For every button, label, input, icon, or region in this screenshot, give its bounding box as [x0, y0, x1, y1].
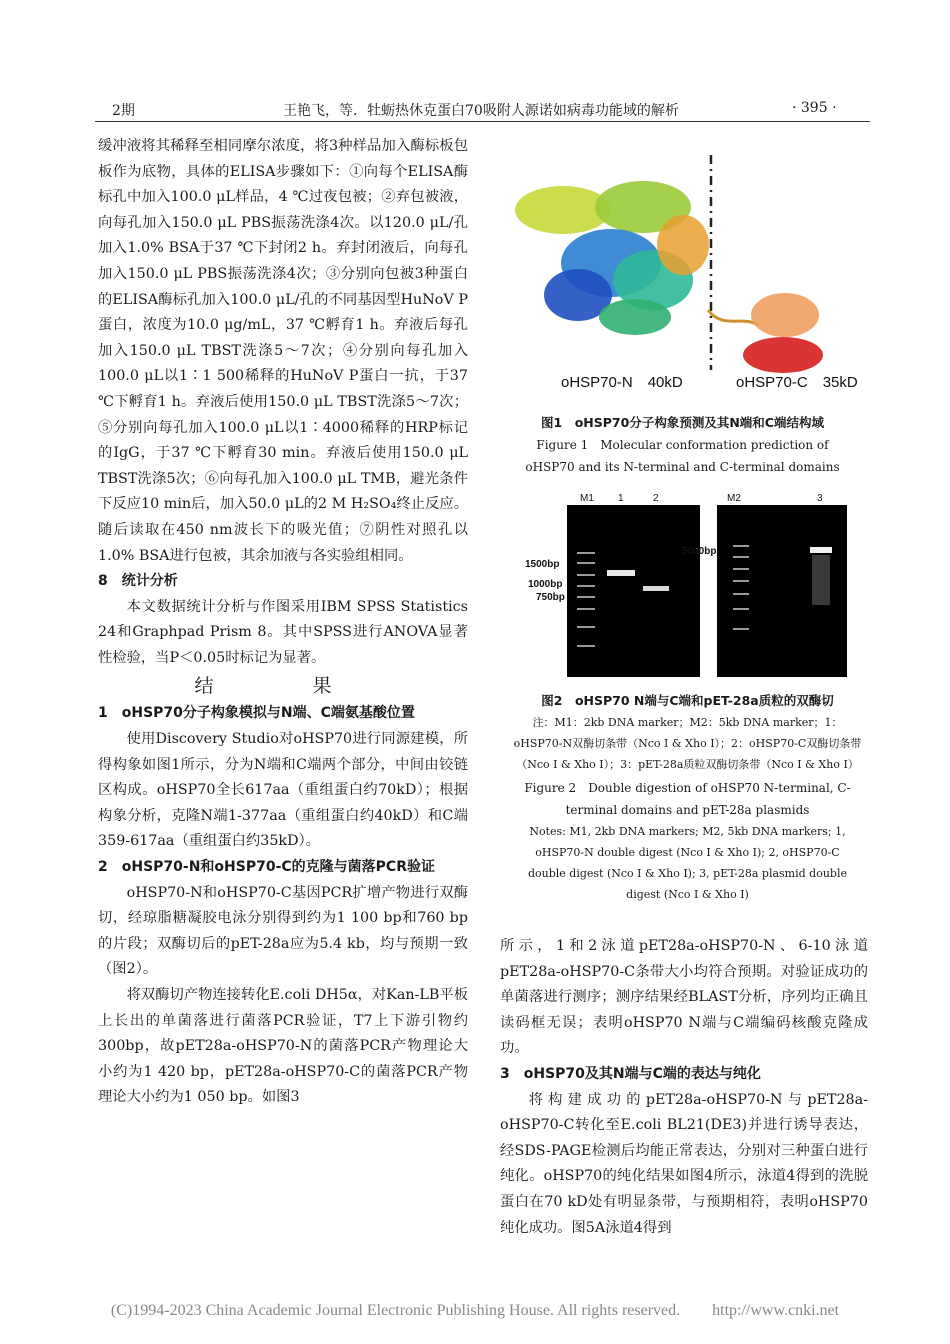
protein-structure-image [503, 145, 868, 400]
figure-2-caption [505, 690, 870, 905]
paragraph: 将双酶切产物连接转化E.coli DH5α，对Kan-LB平板上长出的单菌落进行菌落PCR验证，T7上下游引物约300bp，故pET28a-oHSP70-N的菌落PCR产物理论大小约为1 420 bp，pET28a-oHSP70-C的菌落PCR产物理论大小约为1 050 bp。如图3 [98, 987, 468, 1106]
section-heading: 1 oHSP70分子构象模拟与N端、C端氨基酸位置 [98, 705, 415, 722]
figure-1 [503, 145, 868, 400]
results-heading: 结 果 [194, 675, 372, 698]
c-terminal-label: oHSP70-C 35kD [736, 374, 858, 391]
lane-label-m1: M1 [580, 493, 594, 504]
paragraph: 本文数据统计分析与作图采用IBM SPSS Statistics 24和Graphpad Prism 8。其中SPSS进行ANOVA显著性检验，当P＜0.05时标记为显著。 [98, 598, 468, 666]
left-column [98, 134, 468, 1111]
paragraph: 缓冲液将其稀释至相同摩尔浓度，将3种样品加入酶标板包板作为底物，具体的ELISA步骤如下：①向每个ELISA酶标孔中加入100.0 μL样品，4 ℃过夜包被；②弃包被液，向每孔加入150.0 μL PBS振荡洗涤4次。以120.0 μL/孔加入1.0% BSA于37 ℃下封闭2 h。弃封闭液后，向每孔加入150.0 μL PBS振荡洗涤4次；③分别向包被3种蛋白的ELISA酶标孔加入100.0 μL/孔的不同基因型HuNoV P蛋白，浓度为10.0 μg/mL，37 ℃孵育1 h。弃液后每孔加入150.0 μL TBST洗涤5～7次；④分别向每孔加入100.0 μL以1∶1 500稀释的HuNoV P蛋白一抗，于37 ℃下孵育1 h。弃液后使用150.0 μL TBST洗涤5～7次；⑤分别向每孔加入100.0 μL以1∶4000稀释的HRP标记的IgG，于37 ℃下孵育30 min。弃液后使用150.0 μL TBST洗涤5次；⑥向每孔加入100.0 μL TMB，避光条件下反应10 min后，加入50.0 μL的2 M H₂SO₄终止反应。随后读取在450 nm波长下的吸光值；⑦阴性对照孔以1.0% BSA进行包被，其余加液与各实验组相同。 [98, 138, 468, 564]
figure-2-caption-en: Figure 2 Double digestion of oHSP70 N-terminal, C-terminal domains and pET-28a plasmids [524, 781, 851, 817]
figure-2-note-cn: 注：M1：2kb DNA marker；M2：5kb DNA marker；1：oHSP70-N双酶切条带（Nco Ⅰ & Xho Ⅰ）；2：oHSP70-C双酶切条带（Nco Ⅰ & Xho Ⅰ）；3：pET-28a质粒双酶切条带（Nco Ⅰ & Xho Ⅰ） [513, 716, 862, 771]
figure-2 [525, 490, 865, 680]
running-title: 王艳飞，等．牡蛎热休克蛋白70吸附人源诺如病毒功能域的解析 [283, 103, 679, 119]
gel-electrophoresis-image [525, 490, 865, 680]
paragraph: oHSP70-N和oHSP70-C基因PCR扩增产物进行双酶切，经琼脂糖凝胶电泳分别得到约为1 100 bp和760 bp的片段；双酶切后的pET-28a应为5.4 kb，均与预期一致（图2）。 [98, 884, 468, 978]
figure-1-caption-en: Figure 1 Molecular conformation prediction of oHSP70 and its N-terminal and C-terminal domains [525, 438, 840, 474]
size-1500bp: 1500bp [525, 559, 560, 570]
running-header [0, 96, 950, 120]
section-heading: 8 统计分析 [98, 573, 178, 590]
size-5000bp: 5000bp [682, 546, 717, 557]
issue-number: 2期 [112, 103, 135, 119]
lane-label-2: 2 [653, 493, 659, 504]
section-heading: 2 oHSP70-N和oHSP70-C的克隆与菌落PCR验证 [98, 859, 435, 876]
figure-1-caption-cn: 图1 oHSP70分子构象预测及其N端和C端结构域 [541, 415, 824, 430]
n-terminal-label: oHSP70-N 40kD [561, 374, 683, 391]
figure-2-caption-cn: 图2 oHSP70 N端与C端和pET-28a质粒的双酶切 [541, 693, 834, 708]
paragraph: 所示，1和2泳道pET28a-oHSP70-N、6-10泳道pET28a-oHSP70-C条带大小均符合预期。对验证成功的单菌落进行测序；测序结果经BLAST分析，序列均正确且读码框无误；表明oHSP70 N端与C端编码核酸克隆成功。 [500, 938, 868, 1057]
lane-label-m2: M2 [727, 493, 741, 504]
header-rule [95, 121, 870, 122]
lane-label-3: 3 [817, 493, 823, 504]
page-number: · 395 · [792, 100, 837, 116]
paragraph: 使用Discovery Studio对oHSP70进行同源建模，所得构象如图1所示，分为N端和C端两个部分，中间由铰链区构成。oHSP70全长617aa（重组蛋白约70kD）；根据构象分析，克隆N端1-377aa（重组蛋白约40kD）和C端359-617aa（重组蛋白约35kD）。 [98, 731, 468, 850]
right-column [500, 934, 868, 1241]
size-1000bp: 1000bp [528, 579, 563, 590]
section-heading: 3 oHSP70及其N端与C端的表达与纯化 [500, 1065, 761, 1082]
size-750bp: 750bp [536, 592, 565, 603]
figure-2-note-en: Notes: M1, 2kb DNA markers; M2, 5kb DNA markers; 1, oHSP70-N double digest (Nco Ⅰ & Xho Ⅰ); 2, oHSP70-C double digest (Nco Ⅰ & Xho Ⅰ); 3, pET-28a plasmid double digest (Nco Ⅰ & Xho Ⅰ) [527, 825, 847, 901]
figure-1-caption [495, 412, 870, 478]
copyright-footer: (C)1994-2023 China Academic Journal Electronic Publishing House. All rights reserved. http://www.cnki.net [110, 1302, 840, 1319]
paragraph: 将构建成功的pET28a-oHSP70-N与pET28a-oHSP70-C转化至E.coli BL21(DE3)并进行诱导表达，经SDS-PAGE检测后均能正常表达，分别对三种蛋白进行纯化。oHSP70的纯化结果如图4所示，泳道4得到的洗脱蛋白在70 kD处有明显条带，与预期相符，表明oHSP70纯化成功。图5A泳道4得到 [500, 1091, 868, 1236]
lane-label-1: 1 [618, 493, 624, 504]
